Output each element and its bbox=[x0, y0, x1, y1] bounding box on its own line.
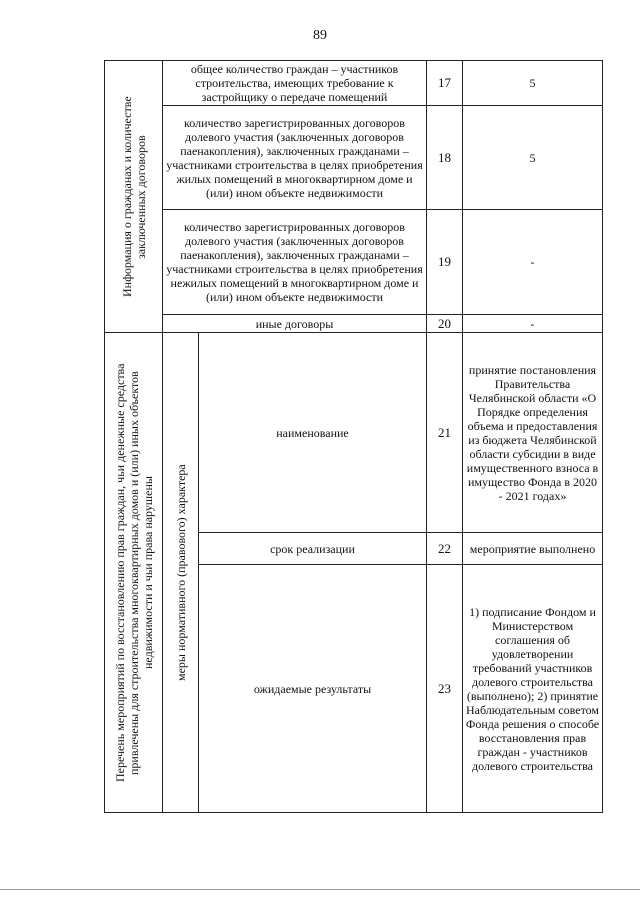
section1-header: Информация о гражданах и количестве заключенных договоров bbox=[119, 96, 148, 297]
table-row bbox=[105, 61, 603, 106]
section2-subheader: меры нормативного (правового) характера bbox=[173, 464, 188, 681]
row-number: 22 bbox=[427, 533, 463, 565]
row-number: 17 bbox=[427, 61, 463, 106]
page-bottom-divider bbox=[0, 889, 640, 890]
row-label: наименование bbox=[199, 333, 427, 533]
table-row bbox=[105, 106, 603, 210]
row-label: срок реализации bbox=[199, 533, 427, 565]
page-number: 89 bbox=[313, 28, 327, 43]
row-label: количество зарегистрированных договоров долевого участия (заключенных договоров паенакопления), заключенных гражданами – участниками строительства в целях приобретения нежилых помещений в многоквартирном доме и (или) ином объекте недвижимости bbox=[163, 210, 427, 315]
row-value: - bbox=[463, 315, 603, 333]
row-number: 20 bbox=[427, 315, 463, 333]
row-value: 5 bbox=[463, 106, 603, 210]
row-value: принятие постановления Правительства Челябинской области «О Порядке определения объема и предоставления из бюджета Челябинской области субсидии в виде имущественного взноса в имущество Фонда в 2020 - 2021 годах» bbox=[463, 333, 603, 533]
row-label: ожидаемые результаты bbox=[199, 565, 427, 813]
row-number: 19 bbox=[427, 210, 463, 315]
row-number: 23 bbox=[427, 565, 463, 813]
row-number: 21 bbox=[427, 333, 463, 533]
row-label: количество зарегистрированных договоров долевого участия (заключенных договоров паенакопления), заключенных гражданами – участниками строительства в целях приобретения жилых помещений в многоквартирном доме и (или) ином объекте недвижимости bbox=[163, 106, 427, 210]
section2-header-cell bbox=[105, 333, 163, 813]
row-value: - bbox=[463, 210, 603, 315]
table-row bbox=[105, 333, 603, 533]
section2-header: Перечень мероприятий по восстановлению прав граждан, чьи денежные средства привлечены для строительства многоквартирных домов и (или) иных объектов недвижимости и чьи права нарушены bbox=[112, 363, 155, 782]
report-table bbox=[104, 60, 603, 813]
section1-header-cell bbox=[105, 61, 163, 333]
section2-subheader-cell bbox=[163, 333, 199, 813]
row-value: мероприятие выполнено bbox=[463, 533, 603, 565]
row-label: общее количество граждан – участников строительства, имеющих требование к застройщику о передаче помещений bbox=[163, 61, 427, 106]
table-row bbox=[105, 315, 603, 333]
table-row bbox=[105, 210, 603, 315]
row-value: 5 bbox=[463, 61, 603, 106]
row-label: иные договоры bbox=[163, 315, 427, 333]
row-value: 1) подписание Фондом и Министерством соглашения об удовлетворении требований участников долевого строительства (выполнено); 2) принятие Наблюдательным советом Фонда решения о способе восстановления прав граждан - участников долевого строительства bbox=[463, 565, 603, 813]
row-number: 18 bbox=[427, 106, 463, 210]
